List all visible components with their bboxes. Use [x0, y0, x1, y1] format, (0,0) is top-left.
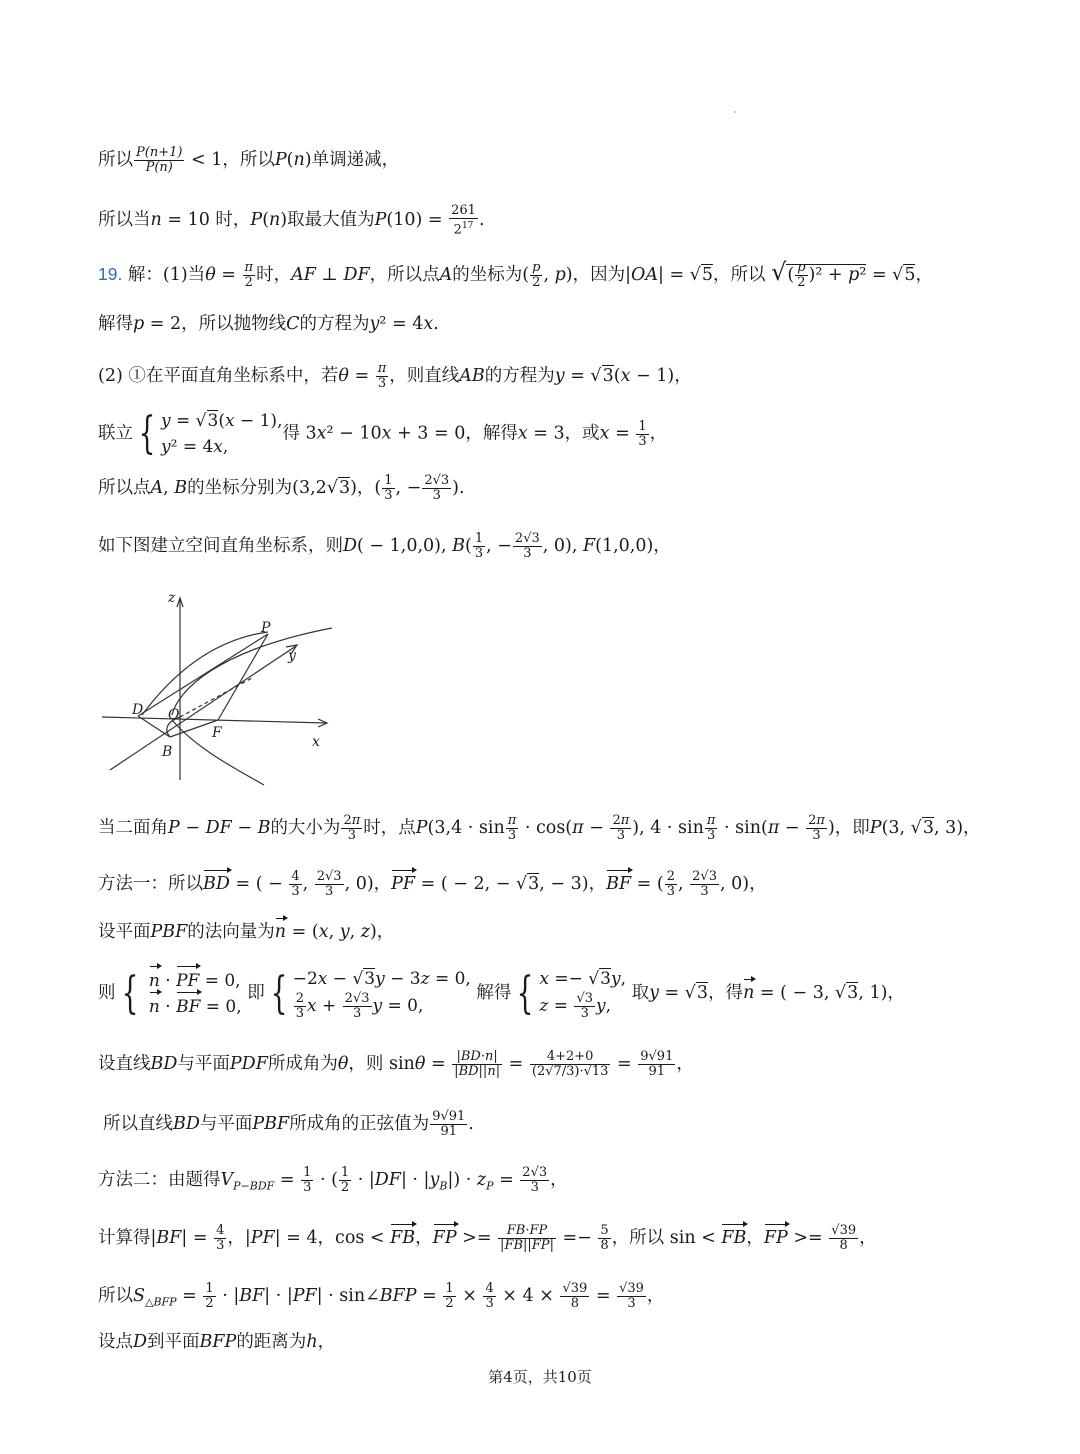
line-9: 当二面角P − DF − B的大小为 $\frac{2\pi}{3}$ 时，点P(3,4 · sin $\frac{\pi}{3}$ · cos(π − $\frac{2\pi}{3}$ ), 4 · sin $\frac{\pi}{3}$ · sin(π − $\frac{2\pi}{3}$ )，即P(3, √3, 3)， — [98, 813, 981, 843]
scan-speck — [734, 111, 736, 113]
label-p: P — [261, 620, 271, 636]
line-2: 所以当n = 10 时，P(n)取最大值为P(10) = $\frac{261}{2^{17}}$ . — [98, 203, 485, 238]
line-16: 计算得|BF| = $\frac{4}{3}$ ，|PF| = 4，cos < FB，FP >= $\frac{FB\cdot FP}{|FB||FP|}$ =− $\frac{5}{8}$ ，所以 sin < FB，FP >= $\frac{√39}{8}$ ， — [98, 1223, 877, 1253]
label-f: F — [212, 725, 222, 741]
line-6: 联立 { y = √3(x − 1), y² = 4x, 得 3x² − 10x + 3 = 0，解得x = 3，或x = $\frac{1}{3}$ ， — [98, 408, 668, 459]
label-z: z — [168, 590, 176, 606]
coordinate-figure — [98, 580, 340, 790]
line-10: 方法一：所以BD = ( − $\frac{4}{3}$ , $\frac{2√3}{3}$ , 0)，PF = ( − 2, − √3, − 3)，BF = ( $\frac{2}{3}$ , $\frac{2√3}{3}$ , 0)， — [98, 869, 767, 899]
line-3: 19. 解：(1)当θ = $\frac{\pi}{2}$ 时，AF ⊥ DF，所以点A的坐标为( $\frac{p}{2}$ , p)，因为|OA| = √5，所以 √( $\frac{p}{2}$ )² + p² = √5， — [98, 258, 933, 290]
page-footer: 第4页，共10页 — [488, 1368, 592, 1386]
line-17: 所以$S_{\triangle BFP}$ = $\frac{1}{2}$ · |BF| · |PF| · sin∠BFP = $\frac{1}{2}$ × $\frac{4}{3}$ × 4 × $\frac{√39}{8}$ = $\frac{√39}{3}$ ， — [98, 1281, 665, 1311]
line-15: 方法二：由题得$V_{P-BDF}$ = $\frac{1}{3}$ · ( $\frac{1}{2}$ · $|DF| \cdot |y_B|) \cdot z_P$ = $\frac{2√3}{3}$ ， — [98, 1165, 568, 1195]
line-13: 设直线BD与平面PDF所成角为θ，则 sinθ = $\frac{|BD\cdot n|}{|BD||n|}$ = $\frac{4+2+0}{(2√7/3)\cdot√13}$ = $\frac{9√91}{91}$ ， — [98, 1049, 694, 1079]
parabola-upper — [172, 628, 332, 715]
label-d: D — [132, 702, 144, 718]
line-8: 如下图建立空间直角坐标系，则D( − 1,0,0), B( $\frac{1}{3}$ , − $\frac{2√3}{3}$ , 0), F(1,0,0)， — [98, 531, 671, 561]
line-18: 设点D到平面BFP的距离为h， — [98, 1332, 336, 1352]
label-x: x — [312, 734, 320, 750]
line-12: 则 { n · PF = 0, n · BF = 0, 即 { −2x − √3y − 3z = 0, $\frac{2}{3}$ x + $\frac{2√3}{3}$ y = 0, 解得 { x =− √3y, z = $\frac{√3}{3}$ y, 取y = √3，得n = ( − 3, √3, 1)， — [98, 967, 905, 1021]
line-11: 设平面PBF的法向量为n = (x, y, z)， — [98, 922, 395, 942]
line-7: 所以点A, B的坐标分别为(3,2√3)，( $\frac{1}{3}$ , − $\frac{2√3}{3}$ ). — [98, 473, 465, 503]
line-1: 所以 $\frac{P(n+1)}{P(n)}$ < 1，所以P(n)单调递减， — [98, 145, 400, 175]
label-o: O — [168, 707, 180, 723]
label-y: y — [288, 648, 296, 664]
line-5: (2) ①在平面直角坐标系中，若θ = $\frac{\pi}{3}$ ，则直线AB的方程为y = √3(x − 1)， — [98, 361, 692, 391]
line-14: 所以直线BD与平面PBF所成角的正弦值为 $\frac{9√91}{91}$ . — [103, 1109, 474, 1139]
line-4: 解得p = 2，所以抛物线C的方程为y² = 4x. — [98, 314, 439, 334]
label-b: B — [162, 744, 173, 760]
